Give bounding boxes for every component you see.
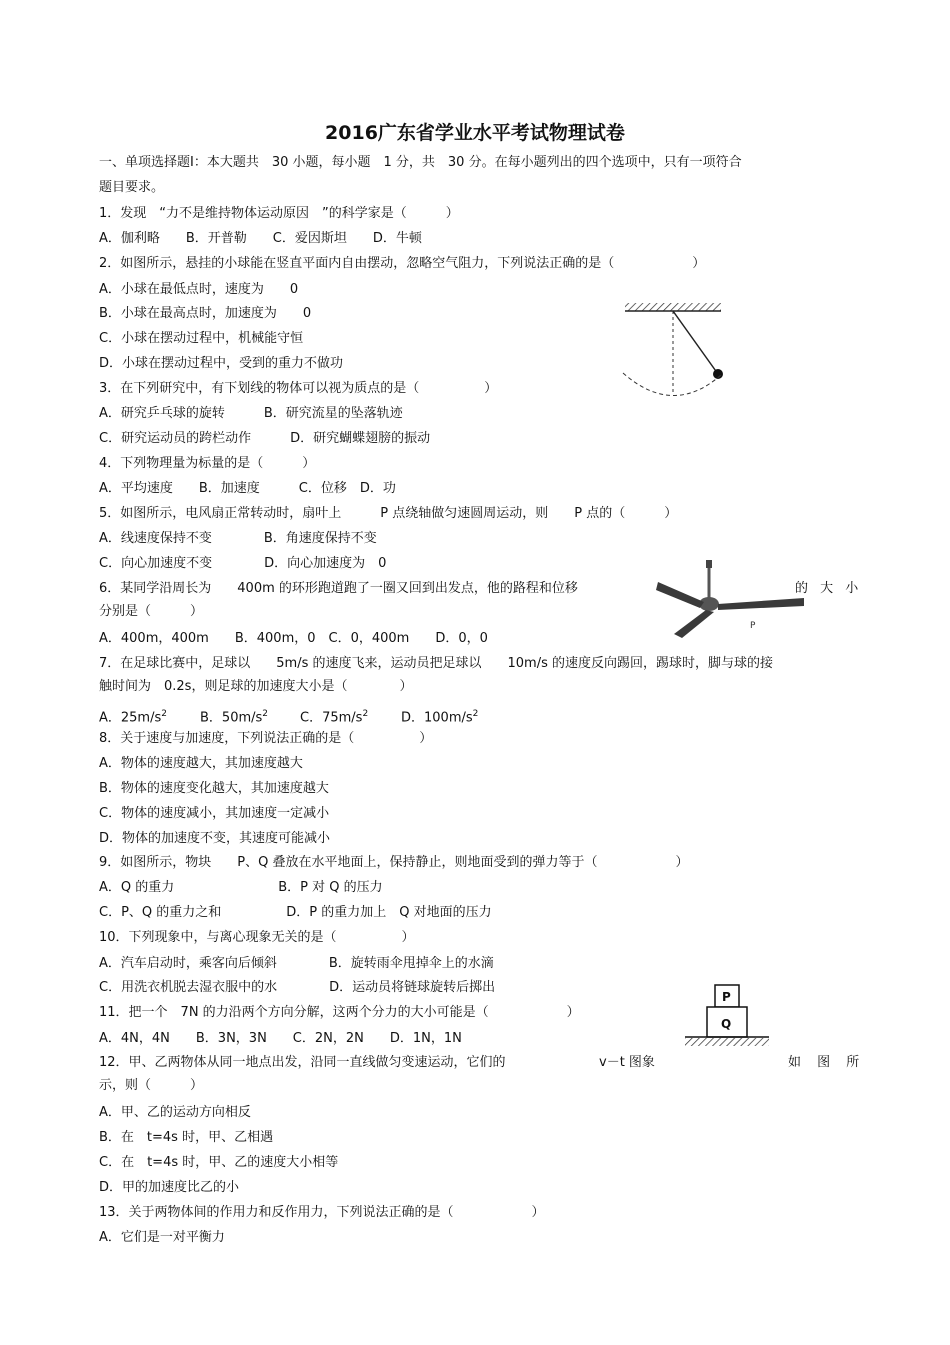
block-p-label: P	[722, 990, 731, 1004]
question-6: 6．某同学沿周长为 400m 的环形跑道跑了一圈又回到出发点，他的路程和位移	[99, 581, 578, 596]
q9-options-ab: A．Q 的重力 B．P 对 Q 的压力	[99, 880, 383, 895]
q7-option-b: B．$50m/s^2$	[200, 709, 269, 726]
section-header: 一、单项选择题Ⅰ：本大题共 30 小题，每小题 1 分，共 30 分。在每小题列出的四个选项中，只有一项符合	[99, 155, 742, 170]
block-q-label: Q	[721, 1017, 732, 1031]
q12-option-a: A．甲、乙的运动方向相反	[99, 1105, 251, 1120]
q10-options-cd: C．用洗衣机脱去湿衣服中的水 D．运动员将链球旋转后掷出	[99, 980, 496, 995]
stacked-blocks-figure	[683, 983, 773, 1055]
q2-option-c: C．小球在摆动过程中，机械能守恒	[99, 331, 304, 346]
ceiling-fan-figure	[652, 558, 812, 640]
q12-vt-label: v－t 图象	[599, 1055, 655, 1070]
q12-option-d: D．甲的加速度比乙的小	[99, 1180, 240, 1195]
q11-options: A．4N，4N B．3N，3N C．2N，2N D．1N，1N	[99, 1031, 462, 1046]
question-7-cont: 触时间为 0.2s，则足球的加速度大小是（ ）	[99, 679, 413, 694]
question-8: 8．关于速度与加速度，下列说法正确的是（ ）	[99, 731, 433, 746]
q8-option-b: B．物体的速度变化越大，其加速度越大	[99, 781, 329, 796]
fan-point-label: P	[750, 621, 756, 631]
q7-option-d: D．$100m/s^2$	[401, 709, 479, 726]
question-5: 5．如图所示，电风扇正常转动时，扇叶上 P 点绕轴做匀速圆周运动，则 P 点的（ ）	[99, 506, 678, 521]
question-12: 12．甲、乙两物体从同一地点出发，沿同一直线做匀变速运动，它们的	[99, 1055, 506, 1070]
q2-option-a: A．小球在最低点时，速度为 0	[99, 282, 299, 297]
question-12-cont: 示，则（ ）	[99, 1078, 204, 1093]
q3-options-cd: C．研究运动员的跨栏动作 D．研究蝴蝶翅膀的振动	[99, 431, 431, 446]
page-title: 2016广东省学业水平考试物理试卷	[325, 122, 625, 144]
question-1: 1．发现 “力不是维持物体运动原因 ”的科学家是（ ）	[99, 206, 459, 221]
q12-option-c: C．在 t=4s 时，甲、乙的速度大小相等	[99, 1155, 339, 1170]
q3-options-ab: A．研究乒乓球的旋转 B．研究流星的坠落轨迹	[99, 406, 403, 421]
q6-suffix: 的 大 小	[795, 581, 863, 596]
q5-options-ab: A．线速度保持不变 B．角速度保持不变	[99, 531, 377, 546]
section-header-cont: 题目要求。	[99, 180, 165, 195]
q6-options: A．400m，400m B．400m，0 C．0，400m D．0，0	[99, 631, 488, 646]
q2-option-b: B．小球在最高点时，加速度为 0	[99, 306, 312, 321]
q7-option-a: A．$25m/s^2$	[99, 709, 167, 726]
q12-suffix: 如 图 所	[788, 1055, 866, 1070]
q8-option-a: A．物体的速度越大，其加速度越大	[99, 756, 303, 771]
q10-options-ab: A．汽车启动时，乘客向后倾斜 B．旋转雨伞甩掉伞上的水滴	[99, 956, 494, 971]
pendulum-figure	[615, 295, 730, 400]
q2-option-d: D．小球在摆动过程中，受到的重力不做功	[99, 356, 344, 371]
question-11: 11．把一个 7N 的力沿两个方向分解，这两个分力的大小可能是（ ）	[99, 1005, 580, 1020]
question-10: 10．下列现象中，与离心现象无关的是（ ）	[99, 930, 415, 945]
q7-option-c: C．$75m/s^2$	[300, 709, 369, 726]
question-4: 4．下列物理量为标量的是（ ）	[99, 456, 316, 471]
q12-option-b: B．在 t=4s 时，甲、乙相遇	[99, 1130, 274, 1145]
q8-option-d: D．物体的加速度不变，其速度可能减小	[99, 831, 331, 846]
q1-options: A．伽利略 B．开普勒 C．爱因斯坦 D．牛顿	[99, 231, 422, 246]
q13-option-a: A．它们是一对平衡力	[99, 1230, 225, 1245]
question-9: 9．如图所示，物块 P、Q 叠放在水平地面上，保持静止，则地面受到的弹力等于（ ）	[99, 855, 689, 870]
question-2: 2．如图所示，悬挂的小球能在竖直平面内自由摆动，忽略空气阻力，下列说法正确的是（ ）	[99, 256, 706, 271]
q4-options: A．平均速度 B．加速度 C．位移 D．功	[99, 481, 396, 496]
q5-options-cd: C．向心加速度不变 D．向心加速度为 0	[99, 556, 387, 571]
question-6-cont: 分别是（ ）	[99, 604, 204, 619]
question-7: 7．在足球比赛中，足球以 5m/s 的速度飞来，运动员把足球以 10m/s 的速度反向踢回，踢球时，脚与球的接	[99, 656, 773, 671]
q9-options-cd: C．P、Q 的重力之和 D．P 的重力加上 Q 对地面的压力	[99, 905, 492, 920]
question-13: 13．关于两物体间的作用力和反作用力，下列说法正确的是（ ）	[99, 1205, 545, 1220]
q8-option-c: C．物体的速度减小，其加速度一定减小	[99, 806, 330, 821]
question-3: 3．在下列研究中，有下划线的物体可以视为质点的是（ ）	[99, 381, 498, 396]
